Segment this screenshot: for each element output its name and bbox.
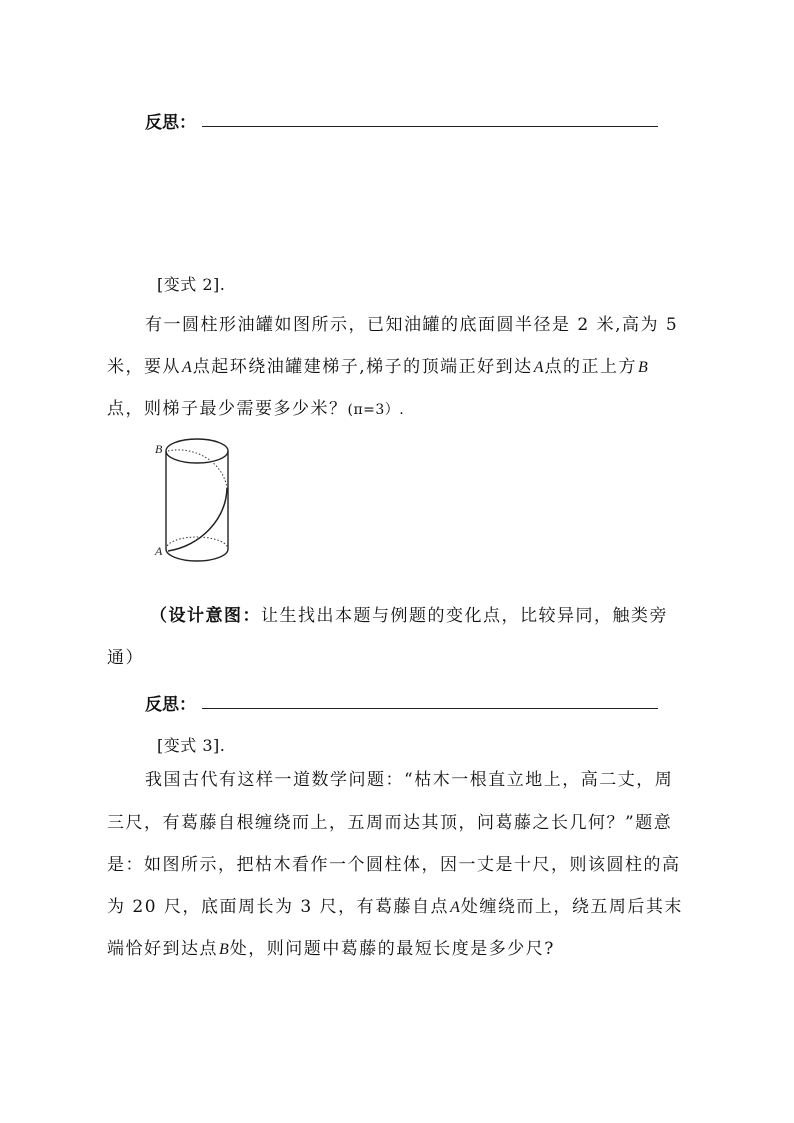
variant-3-line-2: 三尺，有葛藤自根缠绕而上，五周而达其顶，问葛藤之长几何？”题意 — [107, 813, 673, 833]
design-intent-line-2: 通） — [107, 648, 144, 668]
variant-3-line-4: 为 20 尺，底面周长为 3 尺，有葛藤自点A处缠绕而上，绕五周后其末 — [107, 897, 683, 917]
variant-2-line-1: 有一圆柱形油罐如图所示，已知油罐的底面圆半径是 2 米,高为 5 — [145, 315, 679, 335]
variant-2-line-3: 点，则梯子最少需要多少米？(π=3）. — [107, 399, 405, 419]
variant-3-line-5: 端恰好到达点B处，则问题中葛藤的最短长度是多少尺? — [107, 939, 555, 959]
variant-3-heading: [变式 3]. — [157, 736, 226, 755]
variant-2-line-2: 米，要从A点起环绕油罐建梯子,梯子的顶端正好到达A点的正上方B — [107, 357, 648, 377]
cylinder-bottom-front — [166, 549, 228, 561]
ladder-path-front — [168, 488, 227, 551]
reflection-blank-line — [202, 126, 658, 127]
reflection-label-2: 反思： — [145, 695, 196, 715]
cylinder-top-ellipse — [166, 439, 228, 463]
figure-label-b: B — [155, 442, 163, 456]
design-intent-line-1: （设计意图：让生找出本题与例题的变化点，比较异同，触类旁 — [150, 606, 668, 626]
variant-2-heading: [变式 2]. — [157, 275, 226, 294]
reflection-blank-line-2 — [202, 708, 658, 709]
reflection-label: 反思： — [145, 113, 196, 133]
ladder-path-back — [168, 450, 227, 488]
variant-3-line-3: 是：如图所示，把枯木看作一个圆柱体，因一丈是十尺，则该圆柱的高 — [107, 855, 681, 875]
variant-3-line-1: 我国古代有这样一道数学问题：“枯木一根直立地上，高二丈，周 — [145, 770, 674, 790]
figure-label-a: A — [155, 544, 163, 558]
cylinder-bottom-back — [166, 537, 228, 549]
cylinder-figure — [150, 428, 240, 572]
